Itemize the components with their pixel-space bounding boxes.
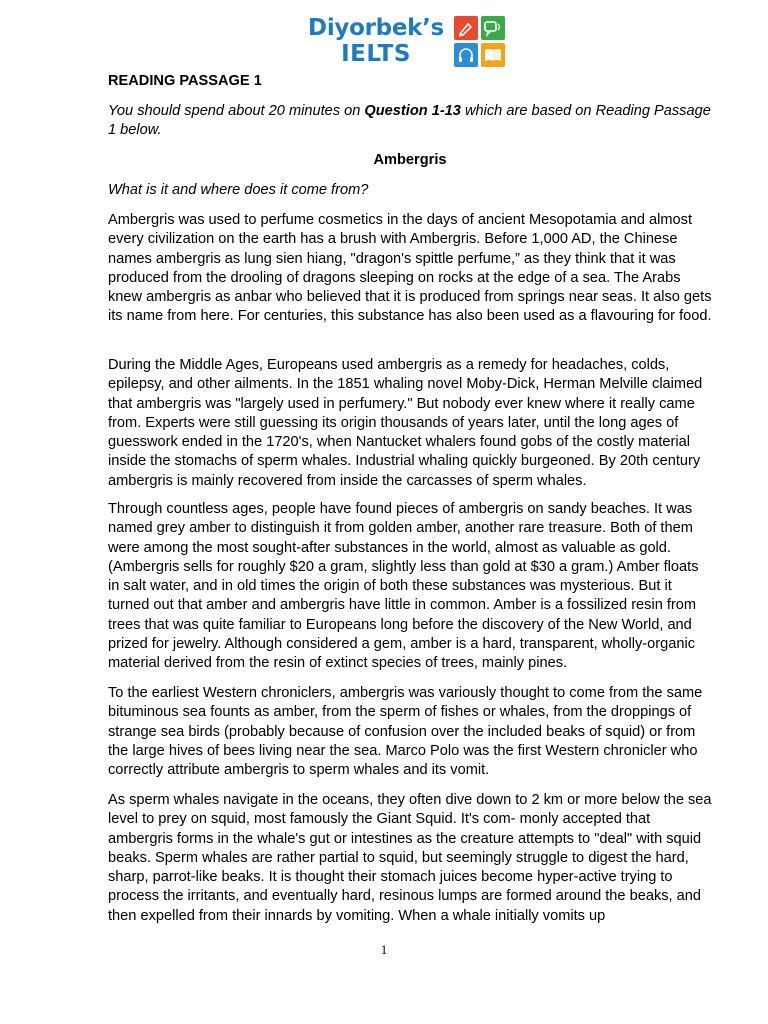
paragraph-5: As sperm whales navigate in the oceans, they often dive down to 2 km or more below the sea level to prey on squid, most famously the Giant Squid. It's com- monly accepted that ambergris forms in the whale's gut or intestines as the creature attempts to "deal" with squid beaks. Sperm whales are rather partial to squid, but seemingly struggle to digest the hard, sharp, parrot-like beaks. It is thought their stomach juices become hyper-active trying to process the irritants, and eventually hard, resinous lumps are formed around the beaks, and then expelled from their innards by vomiting. When a whale initially vomits up (108, 792, 712, 924)
passage-heading: READING PASSAGE 1 (108, 73, 262, 89)
passage-subtitle: What is it and where does it come from? (108, 182, 369, 198)
logo-line-2: IELTS (341, 41, 411, 67)
instruction-before: You should spend about 20 minutes on (108, 103, 365, 119)
logo-text (302, 15, 450, 67)
logo-line-1: Diyorbek’s (308, 15, 444, 41)
paragraph-1: Ambergris was used to perfume cosmetics in the days of ancient Mesopotamia and almost every civilization on the earth has a brush with Ambergris. Before 1,000 AD, the Chinese names ambergris as lung sien hiang, "dragon's spittle perfume,” as they think that it was produced from the drooling of dragons sleeping on rocks at the edge of a sea. The Arabs knew ambergris as anbar who believed that it is produced from springs near seas. It also gets its name from here. For centuries, this substance has also been used as a flavouring for food. (108, 212, 712, 325)
instruction-after: which are based on Reading Passage 1 below. (108, 103, 711, 139)
page-number: 1 (380, 942, 388, 957)
passage-title: Ambergris (373, 152, 447, 168)
instruction-text (108, 102, 712, 141)
logo-icon-grid (454, 16, 506, 68)
instruction-question-range: Question 1-13 (364, 103, 461, 119)
writing-icon (454, 16, 478, 40)
speaking-icon (481, 16, 505, 40)
reading-icon (481, 43, 505, 67)
listening-icon (454, 43, 478, 67)
paragraph-4: To the earliest Western chroniclers, ambergris was variously thought to come from the same bituminous sea founts as amber, from the sperm of fishes or whales, from the droppings of strange sea birds (probably because of confusion over the included beaks of squid) or from the large hives of bees living near the sea. Marco Polo was the first Western chronicler who correctly attribute ambergris to sperm whales and its vomit. (108, 685, 703, 779)
paragraph-2: During the Middle Ages, Europeans used ambergris as a remedy for headaches, colds, epilepsy, and other ailments. In the 1851 whaling novel Moby-Dick, Herman Melville claimed that ambergris was "largely used in perfumery." But nobody ever knew where it really came from. Experts were still guessing its origin thousands of years later, until the long ages of guesswork ended in the 1720's, when Nantucket whalers found gobs of the costly material inside the stomachs of sperm whales. Industrial whaling quickly burgeoned. By 20th century ambergris is mainly recovered from inside the carcasses of sperm whales. (108, 357, 703, 489)
paragraph-3: Through countless ages, people have found pieces of ambergris on sandy beaches. It was named grey amber to distinguish it from golden amber, another rare treasure. Both of them were among the most sought-after substances in the world, almost as valuable as gold. (Ambergris sells for roughly $20 a gram, slightly less than gold at $30 a gram.) Amber floats in salt water, and in old times the origin of both these substances was mysterious. But it turned out that amber and ambergris have little in common. Amber is a fossilized resin from trees that was quite familiar to Europeans long before the discovery of the New World, and prized for jewelry. Although considered a gem, amber is a hard, transparent, wholly-organic material derived from the resin of extinct species of trees, mainly pines. (108, 501, 699, 672)
brand-logo (0, 9, 768, 71)
